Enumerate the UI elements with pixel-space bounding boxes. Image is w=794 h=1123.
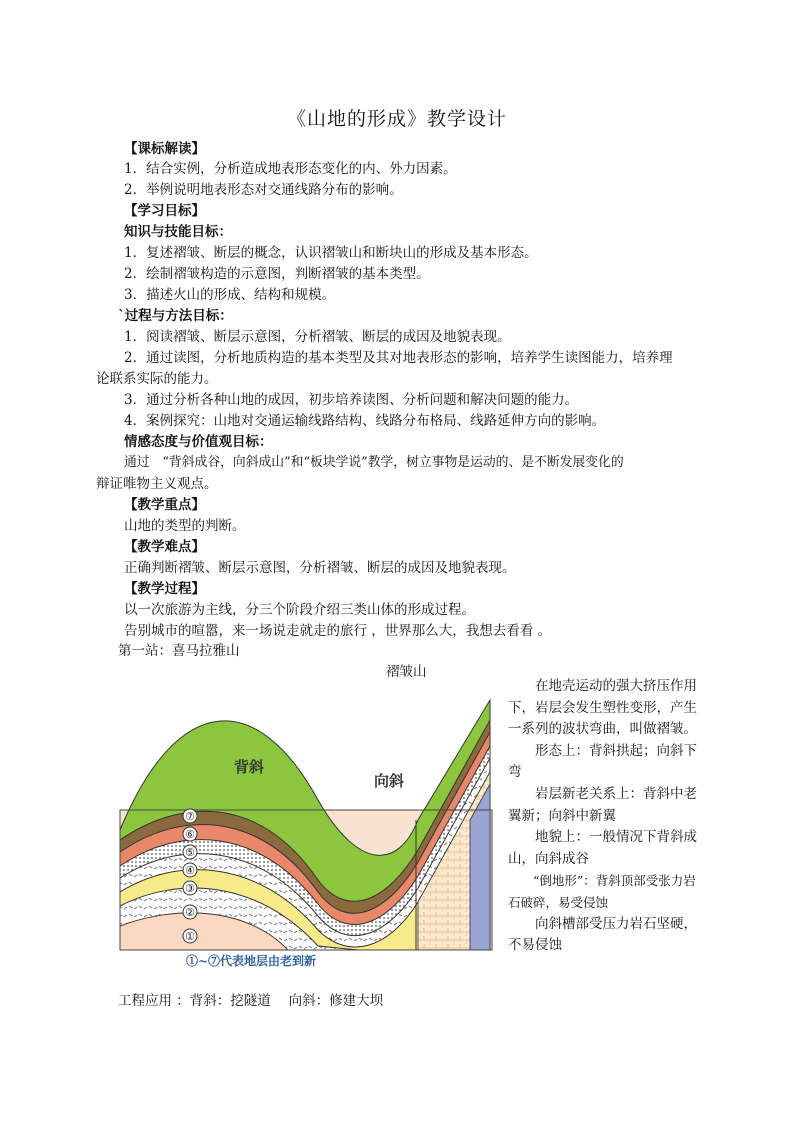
section-header-kebiao: 【课标解读】 <box>124 141 205 157</box>
figure-caption: ①~⑦代表地层由老到新 <box>186 954 317 968</box>
side-paragraph: 形态上：背斜拱起；向斜下弯 <box>508 742 697 781</box>
layer-label: ⑤ <box>185 846 195 859</box>
side-paragraph: 在地壳运动的强大挤压作用下，岩层会发生塑性变形，产生一系列的波状弯曲，叫做褶皱。 <box>508 678 697 738</box>
text-line: 1．阅读褶皱、断层示意图，分析褶皱、断层的成因及地貌表现。 <box>124 329 511 345</box>
layer-label: ① <box>185 930 195 943</box>
section-header-zhongdian: 【教学重点】 <box>124 497 205 513</box>
anticline-label: 背斜 <box>234 758 265 776</box>
subheader-zhishi: 知识与技能目标： <box>124 224 232 240</box>
text-line: 3．描述火山的形成、结构和规模。 <box>124 287 336 303</box>
text-line: 2．通过读图，分析地质构造的基本类型及其对地表形态的影响，培养学生读图能力，培养理 <box>124 350 673 366</box>
text-line: 正确判断褶皱、断层示意图，分析褶皱、断层的成因及地貌表现。 <box>124 560 516 576</box>
layer-label: ③ <box>185 882 195 895</box>
layer-label: ④ <box>185 864 195 877</box>
text-line: 论联系实际的能力。 <box>96 371 218 387</box>
fold-diagram <box>118 680 494 970</box>
engineering-application: 工程应用 ：背斜：挖隧道 向斜：修建大坝 <box>118 993 384 1009</box>
subheader-guocheng: `过程与方法目标： <box>118 308 233 324</box>
text-line: 3．通过分析各种山地的成因，初步培养读图、分析问题和解决问题的能力。 <box>124 392 579 408</box>
station-label: 第一站：喜马拉雅山 <box>118 643 240 659</box>
side-paragraph: 岩层新老关系上：背斜中老翼新；向斜中新翼 <box>508 785 697 824</box>
layer-label: ⑦ <box>185 810 195 823</box>
section-header-nandian: 【教学难点】 <box>124 539 205 555</box>
figure-title: 褶皱山 <box>386 664 427 680</box>
text-line: 山地的类型的判断。 <box>124 518 246 534</box>
text-line: 1．复述褶皱、断层的概念，认识褶皱山和断块山的形成及基本形态。 <box>124 245 538 261</box>
syncline-label: 向斜 <box>374 772 405 790</box>
text-line: 告别城市的喧嚣，来一场说走就走的旅行 ，世界那么大，我想去看看 。 <box>124 623 552 639</box>
text-line: 辩证唯物主义观点。 <box>96 476 218 492</box>
page-title: 《山地的形成》教学设计 <box>286 108 507 130</box>
text-line: 2．举例说明地表形态对交通线路分布的影响。 <box>124 182 403 198</box>
layer-label: ② <box>185 906 195 919</box>
subheader-qinggan: 情感态度与价值观目标： <box>124 434 273 450</box>
side-paragraph: 向斜槽部受压力岩石坚硬，不易侵蚀 <box>508 915 697 954</box>
section-header-guocheng-jx: 【教学过程】 <box>124 581 205 597</box>
side-paragraph: 地貌上：一般情况下背斜成山，向斜成谷 <box>508 829 697 867</box>
text-line: 2．绘制褶皱构造的示意图，判断褶皱的基本类型。 <box>124 266 430 282</box>
text-line: 以一次旅游为主线，分三个阶段介绍三类山体的形成过程。 <box>124 602 475 618</box>
text-line: 1．结合实例，分析造成地表形态变化的内、外力因素。 <box>124 161 457 177</box>
text-line: 4．案例探究：山地对交通运输线路结构、线路分布格局、线路延伸方向的影响。 <box>124 413 606 429</box>
section-header-xuexi: 【学习目标】 <box>124 203 205 219</box>
side-paragraph: “倒地形”：背斜顶部受张力岩石破碎，易受侵蚀 <box>508 873 696 910</box>
layer-label: ⑥ <box>185 828 195 841</box>
text-line: 通过 “背斜成谷，向斜成山”和“板块学说”教学，树立事物是运动的、是不断发展变化的 <box>124 455 624 470</box>
fold-explanation <box>508 676 704 957</box>
